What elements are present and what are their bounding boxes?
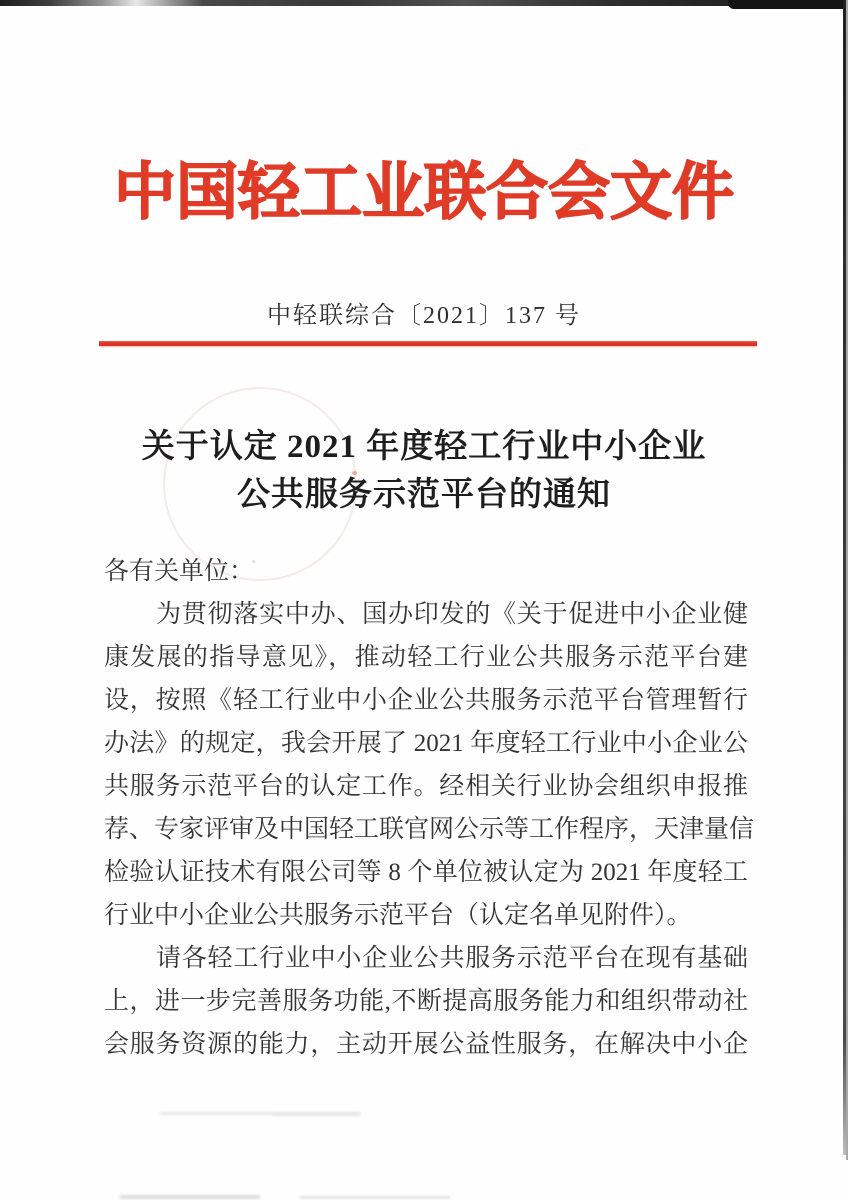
body-line: 为贯彻落实中办、国办印发的《关于促进中小企业健 xyxy=(156,601,748,628)
body-line: 上，进一步完善服务功能,不断提高服务能力和组织带动社 xyxy=(104,988,748,1015)
body-line: 检验认证技术有限公司等 8 个单位被认定为 2021 年度轻工 xyxy=(104,859,748,886)
salutation: 各有关单位： xyxy=(104,558,255,585)
notice-title-line2: 公共服务示范平台的通知 xyxy=(237,477,611,513)
org-header-title: 中国轻工业联合会文件 xyxy=(113,159,734,227)
scan-smudge xyxy=(120,1195,260,1199)
body-line: 办法》的规定，我会开展了 2021 年度轻工行业中小企业公 xyxy=(104,730,748,757)
body-line: 共服务示范平台的认定工作。经相关行业协会组织申报推 xyxy=(104,773,748,800)
body-line: 康发展的指导意见》，推动轻工行业公共服务示范平台建 xyxy=(104,644,748,671)
scan-smudge xyxy=(300,1196,450,1199)
scan-edge-top xyxy=(0,0,848,6)
red-rule-divider xyxy=(99,341,757,346)
scan-edge-top-right xyxy=(728,0,848,9)
body-line: 请各轻工行业中小企业公共服务示范平台在现有基础 xyxy=(156,945,748,972)
body-line: 设，按照《轻工行业中小企业公共服务示范平台管理暂行 xyxy=(104,687,748,714)
notice-title-line1: 关于认定 2021 年度轻工行业中小企业 xyxy=(141,429,707,465)
body-text xyxy=(104,550,755,1066)
scan-smudge xyxy=(272,1113,360,1116)
body-line: 行业中小企业公共服务示范平台（认定名单见附件）。 xyxy=(104,902,692,929)
body-line: 荐、专家评审及中国轻工联官网公示等工作程序，天津量信 xyxy=(104,816,755,843)
body-line: 会服务资源的能力，主动开展公益性服务，在解决中小企 xyxy=(104,1031,748,1058)
notice-title xyxy=(0,423,848,519)
document-number: 中轻联综合〔2021〕137 号 xyxy=(267,303,581,329)
